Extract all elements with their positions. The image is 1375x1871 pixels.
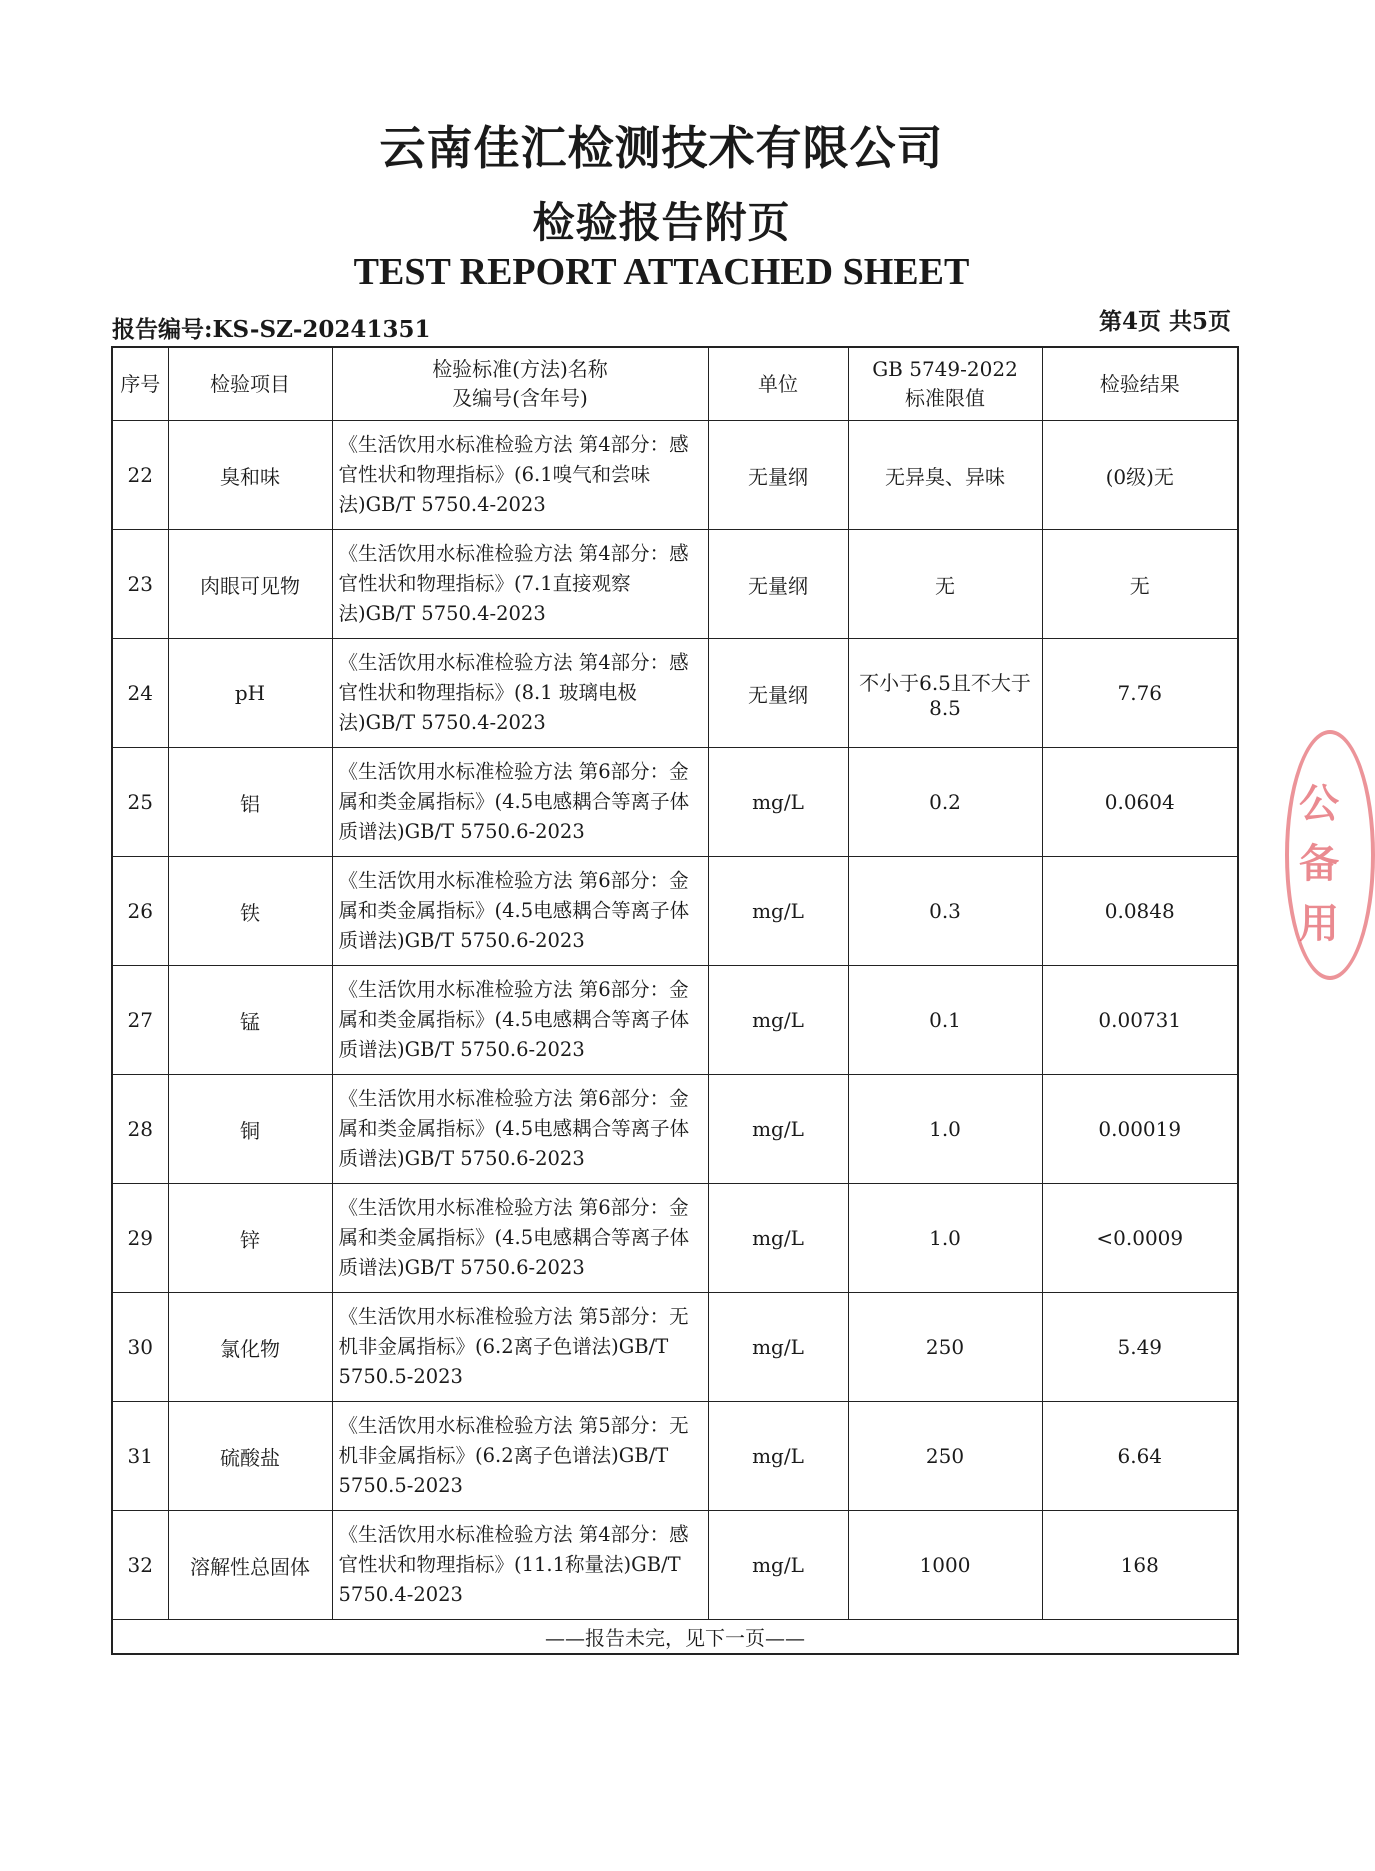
cell-seq: 31 bbox=[112, 1402, 168, 1511]
cell-limit: 0.3 bbox=[848, 857, 1042, 966]
header-method-line1: 检验标准(方法)名称 bbox=[432, 357, 608, 381]
cell-seq: 26 bbox=[112, 857, 168, 966]
report-number: 报告编号:KS-SZ-20241351 bbox=[112, 316, 431, 343]
cell-method: 《生活饮用水标准检验方法 第6部分：金属和类金属指标》(4.5电感耦合等离子体质谱法)GB/T 5750.6-2023 bbox=[332, 1075, 708, 1184]
table-row bbox=[112, 1293, 1238, 1402]
cell-unit: mg/L bbox=[708, 748, 848, 857]
cell-result: 5.49 bbox=[1042, 1293, 1238, 1402]
cell-limit: 0.2 bbox=[848, 748, 1042, 857]
header-item: 检验项目 bbox=[168, 347, 332, 421]
cell-item: 肉眼可见物 bbox=[168, 530, 332, 639]
table-row bbox=[112, 1511, 1238, 1620]
cell-result: 0.0604 bbox=[1042, 748, 1238, 857]
cell-unit: mg/L bbox=[708, 1184, 848, 1293]
cell-seq: 30 bbox=[112, 1293, 168, 1402]
cell-method: 《生活饮用水标准检验方法 第4部分：感官性状和物理指标》(11.1称量法)GB/T 5750.4-2023 bbox=[332, 1511, 708, 1620]
header-limit-line2: 标准限值 bbox=[905, 386, 985, 410]
cell-result: 0.00731 bbox=[1042, 966, 1238, 1075]
cell-seq: 23 bbox=[112, 530, 168, 639]
continuation-note: ——报告未完，见下一页—— bbox=[112, 1620, 1238, 1655]
cell-result: <0.0009 bbox=[1042, 1184, 1238, 1293]
cell-unit: 无量纲 bbox=[708, 639, 848, 748]
page-indicator: 第4页 共5页 bbox=[1098, 308, 1231, 335]
cell-seq: 22 bbox=[112, 421, 168, 530]
cell-unit: 无量纲 bbox=[708, 530, 848, 639]
header-method-line2: 及编号(含年号) bbox=[452, 386, 588, 410]
table-row bbox=[112, 1184, 1238, 1293]
cell-method: 《生活饮用水标准检验方法 第4部分：感官性状和物理指标》(7.1直接观察法)GB/T 5750.4-2023 bbox=[332, 530, 708, 639]
cell-result: 无 bbox=[1042, 530, 1238, 639]
report-subtitle: 检验报告附页 bbox=[532, 198, 791, 247]
cell-result: 7.76 bbox=[1042, 639, 1238, 748]
cell-limit: 不小于6.5且不大于8.5 bbox=[848, 639, 1042, 748]
cell-item: 硫酸盐 bbox=[168, 1402, 332, 1511]
table-row bbox=[112, 530, 1238, 639]
cell-method: 《生活饮用水标准检验方法 第6部分：金属和类金属指标》(4.5电感耦合等离子体质谱法)GB/T 5750.6-2023 bbox=[332, 748, 708, 857]
table-row bbox=[112, 1075, 1238, 1184]
cell-method: 《生活饮用水标准检验方法 第4部分：感官性状和物理指标》(6.1嗅气和尝味法)GB/T 5750.4-2023 bbox=[332, 421, 708, 530]
header-limit-line1: GB 5749-2022 bbox=[872, 357, 1018, 381]
cell-seq: 24 bbox=[112, 639, 168, 748]
cell-limit: 0.1 bbox=[848, 966, 1042, 1075]
cell-item: pH bbox=[168, 639, 332, 748]
report-title-english: TEST REPORT ATTACHED SHEET bbox=[353, 251, 970, 293]
cell-unit: mg/L bbox=[708, 1293, 848, 1402]
cell-unit: mg/L bbox=[708, 1511, 848, 1620]
cell-limit: 无 bbox=[848, 530, 1042, 639]
cell-result: 6.64 bbox=[1042, 1402, 1238, 1511]
cell-seq: 28 bbox=[112, 1075, 168, 1184]
cell-result: 0.00019 bbox=[1042, 1075, 1238, 1184]
table-row bbox=[112, 966, 1238, 1075]
cell-limit: 1000 bbox=[848, 1511, 1042, 1620]
header-limit bbox=[848, 347, 1042, 421]
table-row bbox=[112, 857, 1238, 966]
cell-method: 《生活饮用水标准检验方法 第6部分：金属和类金属指标》(4.5电感耦合等离子体质谱法)GB/T 5750.6-2023 bbox=[332, 966, 708, 1075]
cell-method: 《生活饮用水标准检验方法 第6部分：金属和类金属指标》(4.5电感耦合等离子体质谱法)GB/T 5750.6-2023 bbox=[332, 1184, 708, 1293]
cell-unit: mg/L bbox=[708, 1075, 848, 1184]
cell-item: 溶解性总固体 bbox=[168, 1511, 332, 1620]
cell-method: 《生活饮用水标准检验方法 第4部分：感官性状和物理指标》(8.1 玻璃电极法)GB/T 5750.4-2023 bbox=[332, 639, 708, 748]
cell-method: 《生活饮用水标准检验方法 第5部分：无机非金属指标》(6.2离子色谱法)GB/T 5750.5-2023 bbox=[332, 1293, 708, 1402]
cell-limit: 无异臭、异味 bbox=[848, 421, 1042, 530]
header-unit: 单位 bbox=[708, 347, 848, 421]
cell-limit: 1.0 bbox=[848, 1075, 1042, 1184]
cell-seq: 32 bbox=[112, 1511, 168, 1620]
cell-item: 铝 bbox=[168, 748, 332, 857]
cell-unit: 无量纲 bbox=[708, 421, 848, 530]
table-row bbox=[112, 421, 1238, 530]
cell-result: (0级)无 bbox=[1042, 421, 1238, 530]
cell-item: 锌 bbox=[168, 1184, 332, 1293]
table-row bbox=[112, 639, 1238, 748]
table-row bbox=[112, 1402, 1238, 1511]
table-header-row bbox=[112, 347, 1238, 421]
cell-method: 《生活饮用水标准检验方法 第5部分：无机非金属指标》(6.2离子色谱法)GB/T 5750.5-2023 bbox=[332, 1402, 708, 1511]
cell-seq: 27 bbox=[112, 966, 168, 1075]
header-seq: 序号 bbox=[112, 347, 168, 421]
cell-method: 《生活饮用水标准检验方法 第6部分：金属和类金属指标》(4.5电感耦合等离子体质谱法)GB/T 5750.6-2023 bbox=[332, 857, 708, 966]
header-result: 检验结果 bbox=[1042, 347, 1238, 421]
test-results-table bbox=[111, 346, 1239, 1655]
cell-item: 铁 bbox=[168, 857, 332, 966]
red-seal-stamp: 公 备 用 bbox=[1285, 730, 1375, 980]
cell-item: 氯化物 bbox=[168, 1293, 332, 1402]
cell-unit: mg/L bbox=[708, 966, 848, 1075]
cell-seq: 29 bbox=[112, 1184, 168, 1293]
header-method bbox=[332, 347, 708, 421]
cell-unit: mg/L bbox=[708, 857, 848, 966]
company-name: 云南佳汇检测技术有限公司 bbox=[379, 121, 944, 175]
cell-limit: 250 bbox=[848, 1402, 1042, 1511]
cell-seq: 25 bbox=[112, 748, 168, 857]
cell-item: 铜 bbox=[168, 1075, 332, 1184]
table-row bbox=[112, 748, 1238, 857]
cell-limit: 250 bbox=[848, 1293, 1042, 1402]
cell-result: 0.0848 bbox=[1042, 857, 1238, 966]
cell-item: 臭和味 bbox=[168, 421, 332, 530]
cell-unit: mg/L bbox=[708, 1402, 848, 1511]
table-footer-row bbox=[112, 1620, 1238, 1655]
cell-item: 锰 bbox=[168, 966, 332, 1075]
cell-limit: 1.0 bbox=[848, 1184, 1042, 1293]
cell-result: 168 bbox=[1042, 1511, 1238, 1620]
